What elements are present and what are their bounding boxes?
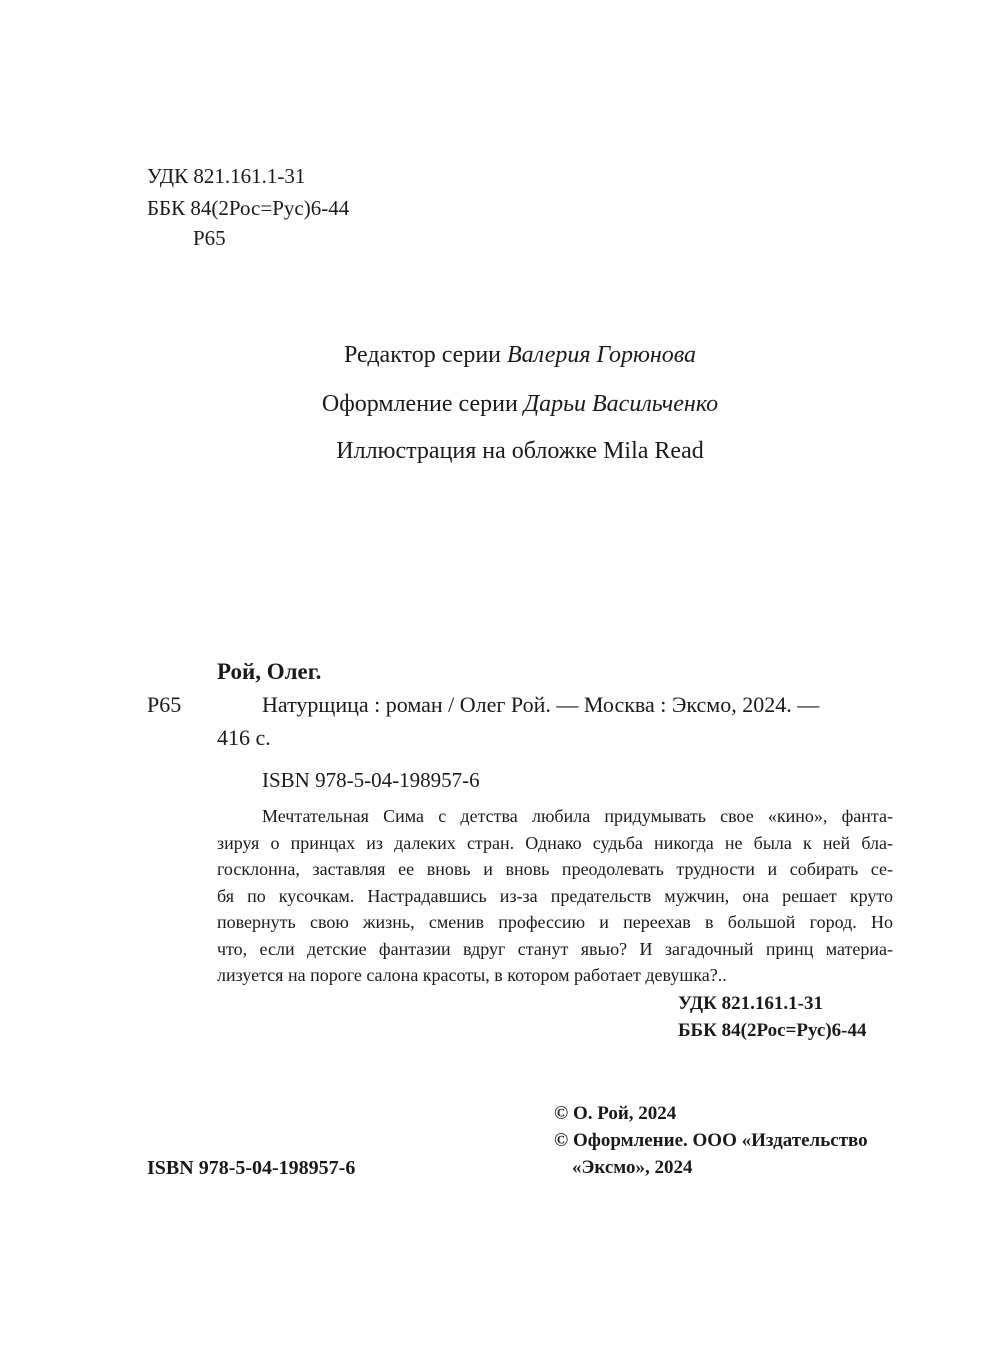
bib-author-sign: Р65 [147,692,182,717]
annotation-line: что, если детские фантазии вдруг станут явью? И загадочный принц материа- [217,938,893,959]
series-editor-credit [0,342,1000,369]
author-sign: Р65 [193,226,226,250]
author-heading: Рой, Олег. [217,659,322,684]
annotation [217,803,893,989]
series-design-credit [0,391,1000,418]
annotation-line: зируя о принцах из далеких стран. Однако судьба никогда не была к ней бла- [217,832,893,853]
bib-isbn: ISBN 978-5-04-198957-6 [262,768,480,792]
bbk-code-bottom: ББК 84(2Рос=Рус)6-44 [678,1020,867,1041]
bib-title-line-1: Натурщица : роман / Олег Рой. — Москва : Эксмо, 2024. — [262,692,820,717]
bib-title-line-2: 416 с. [217,725,271,750]
udk-code-bottom: УДК 821.161.1-31 [678,993,823,1014]
udk-code: УДК 821.161.1-31 [147,164,306,188]
annotation-line: повернуть свою жизнь, сменив профессию и переехав в большой город. Но [217,912,893,932]
series-design-label: Оформление серии [321,391,524,417]
annotation-line: госклонна, заставляя ее вновь и вновь преодолевать трудности и собирать се- [217,859,893,879]
annotation-line: Мечтательная Сима с детства любила придумывать свое «кино», фанта- [262,806,893,826]
annotation-line: бя по кусочкам. Настрадавшись из-за предательств мужчин, она решает круто [217,885,893,906]
series-editor-label: Редактор серии [343,342,507,368]
isbn-bottom: ISBN 978-5-04-198957-6 [147,1157,356,1179]
bbk-code: ББК 84(2Рос=Рус)6-44 [147,196,350,220]
cover-illustration-credit: Иллюстрация на обложке Mila Read [336,438,704,464]
series-editor-name: Валерия Горюнова [507,342,697,368]
copyright-design: © Оформление. ООО «Издательство [554,1130,868,1151]
copyright-design-cont: «Эксмо», 2024 [572,1157,693,1178]
annotation-line: лизуется на пороге салона красоты, в котором работает девушка?.. [217,965,727,985]
series-design-name: Дарьи Васильченко [523,391,719,417]
copyright-author: © О. Рой, 2024 [554,1103,677,1124]
